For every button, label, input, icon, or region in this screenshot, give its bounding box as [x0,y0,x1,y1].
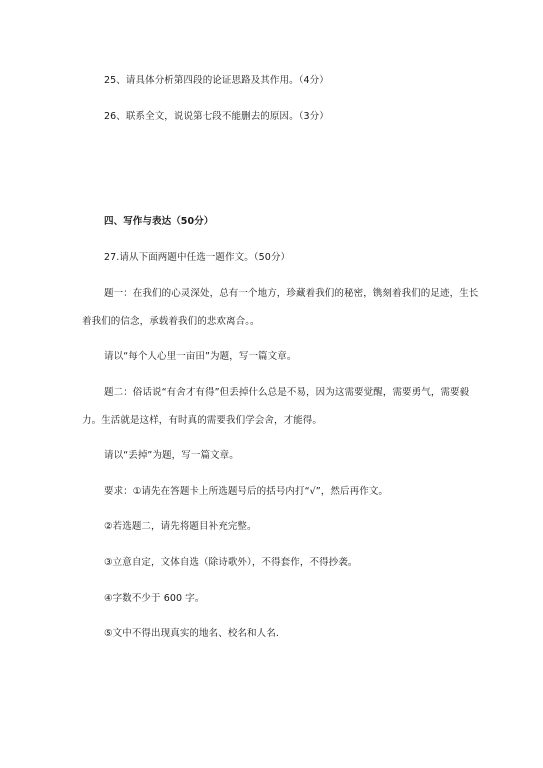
requirement-5: ⑤文中不得出现真实的地名、校名和人名. [104,628,279,639]
topic-2-instruction: 请以“丢掉”为题，写一篇文章。 [104,450,239,461]
topic-1-line-2: 着我们的信念，承载着我们的悲欢离合。。 [82,316,260,327]
requirement-3: ③立意自定，文体自选（除诗歌外），不得套作，不得抄袭。 [104,557,358,568]
question-25: 25、请具体分析第四段的论证思路及其作用。（4分） [104,75,329,86]
question-27: 27.请从下面两题中任选一题作文。（50分） [104,252,291,263]
topic-2-line-1: 题二：俗话说“有舍才有得”但丢掉什么总是不易，因为这需要觉醒，需要勇气，需要毅 [104,387,470,398]
question-26: 26、联系全文，说说第七段不能删去的原因。（3分） [104,111,329,122]
topic-2-line-2: 力。生活就是这样，有时真的需要我们学会舍，才能得。 [82,415,323,426]
requirement-4: ④字数不少于 600 字。 [104,593,205,604]
topic-1-instruction: 请以“每个人心里一亩田”为题，写一篇文章。 [104,351,297,362]
section-heading: 四、写作与表达（50分） [104,216,214,227]
requirement-1: 要求：①请先在答题卡上所选题号后的括号内打“√”，然后再作文。 [104,486,389,497]
topic-1-line-1: 题一：在我们的心灵深处，总有一个地方，珍藏着我们的秘密，镌刻着我们的足迹，生长 [104,288,479,299]
requirement-2: ②若选题二，请先将题目补充完整。 [104,521,257,532]
